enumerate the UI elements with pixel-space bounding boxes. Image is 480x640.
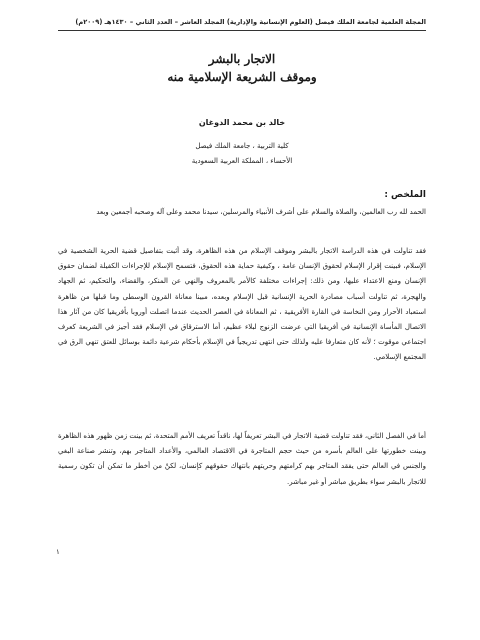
header-rule bbox=[58, 30, 426, 31]
article-title-line2: وموقف الشريعة الإسلامية منه bbox=[167, 70, 317, 84]
abstract-paragraph-1: الحمد لله رب العالمين، والصلاة والسلام على أشرف الأنبياء والمرسلين، سيدنا محمد وعلى آله وصحبه أجمعين وبعد bbox=[96, 208, 426, 216]
author-name: خالد بن محمد الدوغان bbox=[198, 118, 286, 127]
abstract-paragraph-2: فقد تناولت في هذه الدراسة الاتجار بالبشر وموقف الإسلام من هذه الظاهرة، وقد أثبت بتفاصيل قضية الحرية الشخصية في الإسلام، فبينت إقرار الإسلام لحقوق الإنسان عامة ، وكيفية حماية هذه الحقوق، فتسمح الإسلام للإجراءات الكفيلة لضمان حقوق الإنسان ومنع الاعتداء عليها، ومن ذلك: إجراءات مختلفة كالأمر بالمعروف والنهي عن المنكر، والقضاء، والتحكيم، ثم الجهاد والهجرة، ثم تناولت أسباب مصادرة الحرية الإنسانية قبل الإسلام وبعده، مبينا معاناة القرون الوسطى وما قبلها من ظاهرة استعباد الأحرار ومن النخاسة في القارة الأفريقية ، ثم المعاناة في العصر الحديث عندما اتصلت أوروبا بأفريقيا كان من آثار هذا الاتصال المأساة الإنسانية في أفريقيا التي عرضت الزنوج لبلاء عظيم، أما الاسترقاق في الإسلام فقد أجيز في الشريعة كعرف اجتماعي موقوت ؛ لأنه كان متعارفا عليه ولذلك حتى انتهى تدريجياً في الإسلام بأحكام شرعية دائمة بوسائل للعتق تنهي الرق في المجتمع الإسلامي. bbox=[58, 247, 426, 362]
article-title-line1: الاتجار بالبشر bbox=[208, 52, 276, 66]
abstract-heading: الملخص : bbox=[384, 190, 426, 200]
page-number: ١ bbox=[56, 548, 60, 556]
author-affiliation: كلية التربية ، جامعة الملك فيصل bbox=[195, 142, 289, 150]
abstract-paragraph-3: أما في الفصل الثاني، فقد تناولت قضية الاتجار في البشر تعريفاً لها، ناقداً تعريف الأمم المتحدة، ثم بينت زمن ظهور هذه الظاهرة وبينت خطورتها على العالم بأسره من حيث حجم المتاجرة في الاقتصاد العالمي، والأعداد المتاجر بهم، وتنشر صناعة البغي والجنس في العالم حتى يفقد المتاجر بهم كرامتهم وحريتهم بانتهاك حقوقهم كإنسان، لكنْ من أخطر ما تمكن أن تكون رسمية للاتجار بالبشر سواء بطريق مباشر أو غير مباشر. bbox=[58, 432, 426, 486]
author-location: الأحساء ، المملكة العربية السعودية bbox=[191, 157, 293, 165]
running-header: المجلة العلمية لجامعة الملك فيصل (العلوم الإنسانية والإدارية) المجلد العاشر – العدد الثاني – ١٤٣٠هـ (٢٠٠٩م) bbox=[75, 18, 426, 26]
